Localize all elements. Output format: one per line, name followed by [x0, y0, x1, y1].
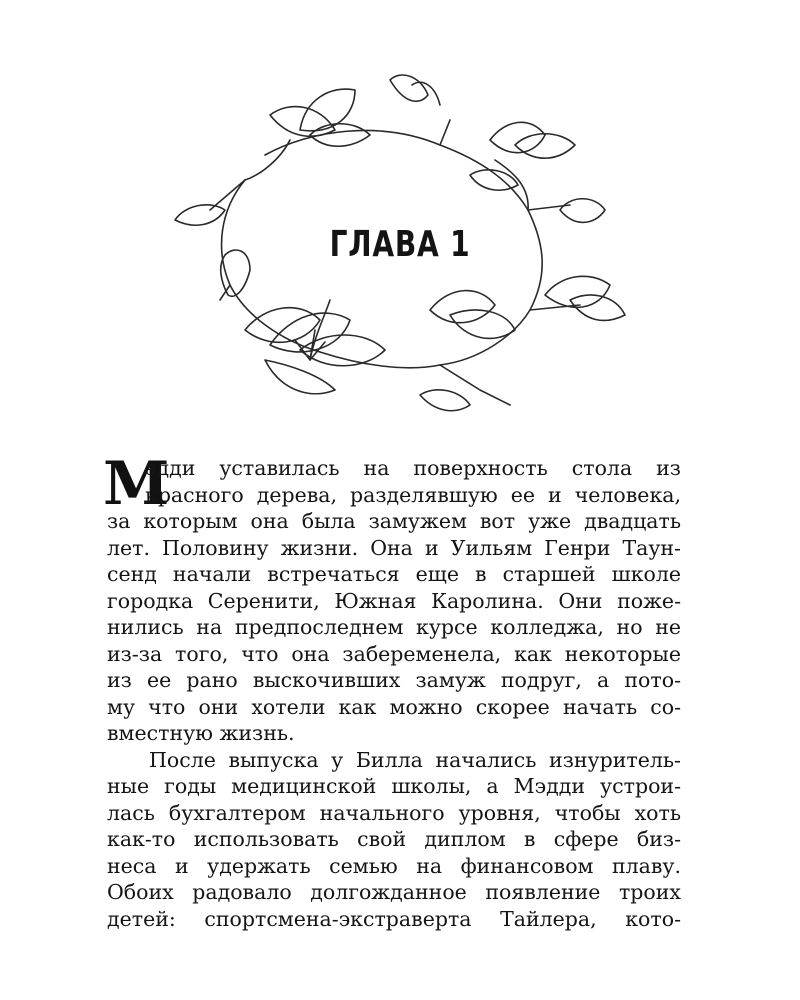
text-line: лась бухгалтером начального уровня, чтобы хоть [107, 800, 681, 825]
text-line: за которым она была замужем вот уже двадцать [107, 509, 681, 533]
text-line: ные годы медицинской школы, а Мэдди устрои- [107, 774, 681, 798]
text-line: эдди уставилась на поверхность стола из [145, 456, 681, 480]
text-line: из-за того, что она забеременела, как некоторые [107, 641, 681, 666]
body-text [107, 455, 681, 932]
text-line: детей: спортсмена-экстраверта Тайлера, кото- [107, 906, 681, 931]
drop-cap-letter: М [103, 449, 170, 519]
text-line: вместную жизнь. [107, 721, 295, 745]
text-line: Обоих радовало долгожданное появление троих [107, 880, 681, 904]
text-line: лет. Половину жизни. Она и Уильям Генри Таун- [107, 535, 681, 560]
text-line: городка Серенити, Южная Каролина. Они поже- [107, 588, 681, 613]
text-line: му что они хотели как можно скорее начать со- [107, 694, 681, 719]
text-line: нились на предпоследнем курсе колледжа, но не [107, 615, 681, 639]
text-line: сенд начали встречаться еще в старшей школе [107, 562, 681, 586]
text-line: красного дерева, разделявшую ее и человека, [145, 482, 681, 507]
text-line: из ее рано выскочивших замуж подруг, а пото- [107, 668, 681, 692]
text-line: неса и удержать семью на финансовом плаву. [107, 853, 681, 878]
chapter-title: ГЛАВА 1 [329, 224, 471, 265]
text-line: как-то использовать свой диплом в сфере биз- [107, 827, 681, 851]
text-line: После выпуска у Билла начались изнуритель- [149, 747, 681, 772]
